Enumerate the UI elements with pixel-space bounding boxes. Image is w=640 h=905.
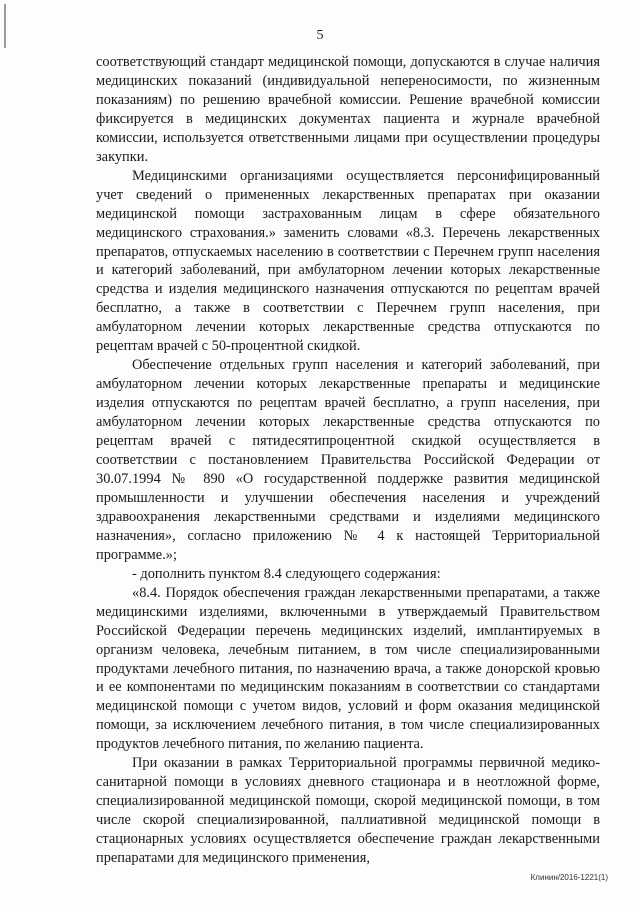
paragraph-continuation: соответствующий стандарт медицинской помощи, допускаются в случае наличия медицинских показаний (индивидуальной непереносимости, по жизненным показаниям) по решению врачебной комиссии. Решение врачебной комиссии фиксируется в медицинских документах пациента и журнале врачебной комиссии, используется ответственными лицами при осуществлении процедуры закупки. xyxy=(96,54,600,165)
page-number: 5 xyxy=(316,28,324,43)
document-footer-code: Клинин/2016-1221(1) xyxy=(530,873,608,882)
paragraph-provision-groups: Обеспечение отдельных групп населения и категорий заболеваний, при амбулаторном лечении которых лекарственные препараты и медицинские изделия отпускаются по рецептам врачей бесплатно, а групп населения, при амбулаторном лечении которых лекарственные средства отпускаются по рецептам врачей с пятидесятипроцентной скидкой осуществляется в соответствии с постановлением Правительства Российской Федерации от 30.07.1994 № 890 «О государственной поддержке развития медицинской промышленности и улучшении обеспечения населения и учреждений здравоохранения лекарственными средствами и изделиями медицинского назначения», согласно приложению № 4 к настоящей Территориальной программе.»; xyxy=(96,357,600,563)
paragraph-personified-accounting: Медицинскими организациями осуществляется персонифицированный учет сведений о примененных лекарственных препаратах при оказании медицинской помощи застрахованным лицам в сфере обязательного медицинского страхования.» заменить словами «8.3. Перечень лекарственных препаратов, отпускаемых населению в соответствии с Перечнем групп населения и категорий заболеваний, при амбулаторном лечении которых лекарственные средства и изделия медицинского назначения отпускаются по рецептам врачей бесплатно, а также в соответствии с Перечнем групп населения, при амбулаторном лечении которых лекарственные средства отпускаются по рецептам врачей с 50-процентной скидкой. xyxy=(96,167,600,355)
paragraph-add-clause: - дополнить пунктом 8.4 следующего содержания: xyxy=(132,565,441,582)
paragraph-territorial-program: При оказании в рамках Территориальной программы первичной медико-санитарной помощи в условиях дневного стационара и в неотложной форме, специализированной медицинской помощи, скорой медицинской помощи, в том числе скорой специализированной, паллиативной медицинской помощи в стационарных условиях осуществляется обеспечение граждан лекарственными препаратами для медицинского применения, xyxy=(96,755,600,867)
paragraph-clause-8-4: «8.4. Порядок обеспечения граждан лекарственными препаратами, а также медицинскими изделиями, включенными в утверждаемый Правительством Российской Федерации перечень медицинских изделий, имплантируемых в организм человека, лечебным питанием, в том числе специализированными продуктами лечебного питания, по назначению врача, а также донорской кровью и ее компонентами по медицинским показаниям в соответствии со стандартами медицинской помощи с учетом видов, условий и форм оказания медицинской помощи, за исключением лечебного питания, в том числе специализированных продуктов лечебного питания, по желанию пациента. xyxy=(96,584,600,753)
document-body xyxy=(96,53,600,868)
